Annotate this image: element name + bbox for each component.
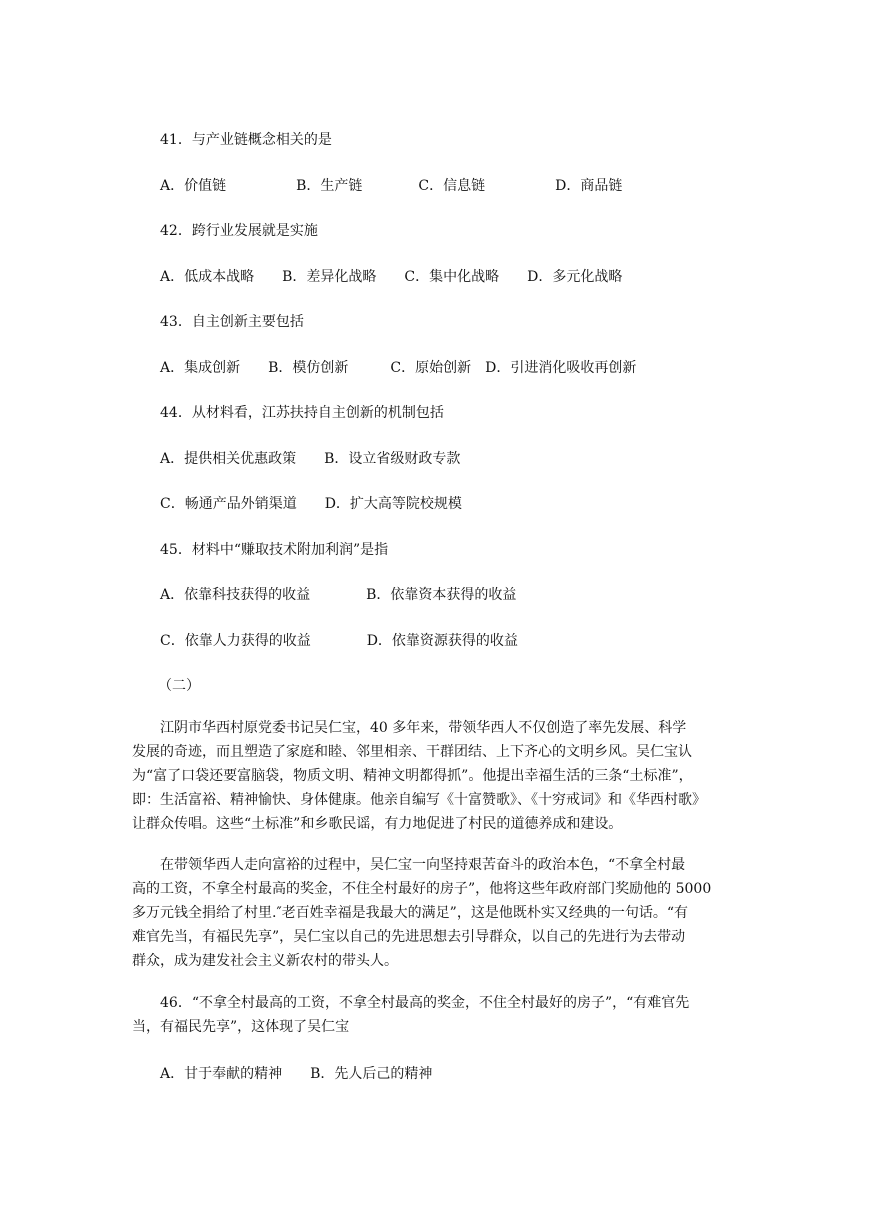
question-43-stem: 43．自主创新主要包括 bbox=[160, 314, 304, 330]
passage-paragraph-2 bbox=[132, 853, 712, 973]
question-43-options: A．集成创新 B．模仿创新 C．原始创新 D．引进消化吸收再创新 bbox=[160, 360, 637, 376]
passage-1-line: 为“富了口袋还要富脑袋，物质文明、精神文明都得抓”。他提出幸福生活的三条“土标准”， bbox=[132, 768, 693, 784]
passage-1-line: 让群众传唱。这些“土标准”和乡歌民谣，有力地促进了村民的道德养成和建设。 bbox=[132, 816, 623, 832]
passage-2-line: 在带领华西人走向富裕的过程中，吴仁宝一向坚持艰苦奋斗的政治本色，“不拿全村最 bbox=[160, 857, 686, 873]
question-44-options-row-2: C．畅通产品外销渠道 D．扩大高等院校规模 bbox=[160, 496, 462, 512]
passage-1-line: 即：生活富裕、精神愉快、身体健康。他亲自编写《十富赞歌》、《十穷戒词》和《华西村歌》 bbox=[132, 792, 706, 808]
passage-2-line: 难官先当，有福民先享”，吴仁宝以自己的先进思想去引导群众，以自己的先进行为去带动 bbox=[132, 929, 686, 945]
question-46-stem bbox=[132, 991, 708, 1039]
question-41-options: A．价值链 B．生产链 C．信息链 D．商品链 bbox=[160, 178, 623, 194]
passage-2-line: 高的工资，不拿全村最高的奖金，不住全村最好的房子”，他将这些年政府部门奖励他的 5000 bbox=[132, 881, 712, 897]
passage-1-line: 江阴市华西村原党委书记吴仁宝，40 多年来，带领华西人不仅创造了率先发展、科学 bbox=[160, 720, 687, 736]
passage-2-line: 多万元钱全捐给了村里.″老百姓幸福是我最大的满足”，这是他既朴实又经典的一句话。“有 bbox=[132, 905, 688, 921]
passage-paragraph-1 bbox=[132, 716, 708, 836]
question-46-stem-line: 46．“不拿全村最高的工资，不拿全村最高的奖金，不住全村最好的房子”，“有难官先 bbox=[160, 995, 690, 1011]
question-44-stem: 44．从材料看，江苏扶持自主创新的机制包括 bbox=[160, 405, 444, 421]
question-41-stem: 41．与产业链概念相关的是 bbox=[160, 132, 332, 148]
question-44-options-row-1: A．提供相关优惠政策 B．设立省级财政专款 bbox=[160, 451, 461, 467]
question-46-stem-line: 当，有福民先享”，这体现了吴仁宝 bbox=[132, 1019, 350, 1035]
passage-1-line: 发展的奇迹，而且塑造了家庭和睦、邻里相亲、干群团结、上下齐心的文明乡风。吴仁宝认 bbox=[132, 744, 692, 760]
passage-2-line: 群众，成为建发社会主义新农村的带头人。 bbox=[132, 953, 398, 969]
question-45-options-row-1: A．依靠科技获得的收益 B．依靠资本获得的收益 bbox=[160, 587, 517, 603]
question-45-stem: 45．材料中“赚取技术附加利润”是指 bbox=[160, 542, 389, 558]
section-heading: （二） bbox=[158, 678, 200, 694]
question-45-options-row-2: C．依靠人力获得的收益 D．依靠资源获得的收益 bbox=[160, 633, 518, 649]
question-42-stem: 42．跨行业发展就是实施 bbox=[160, 223, 318, 239]
question-46-options: A．甘于奉献的精神 B．先人后己的精神 bbox=[160, 1066, 433, 1082]
question-42-options: A．低成本战略 B．差异化战略 C．集中化战略 D．多元化战略 bbox=[160, 269, 623, 285]
